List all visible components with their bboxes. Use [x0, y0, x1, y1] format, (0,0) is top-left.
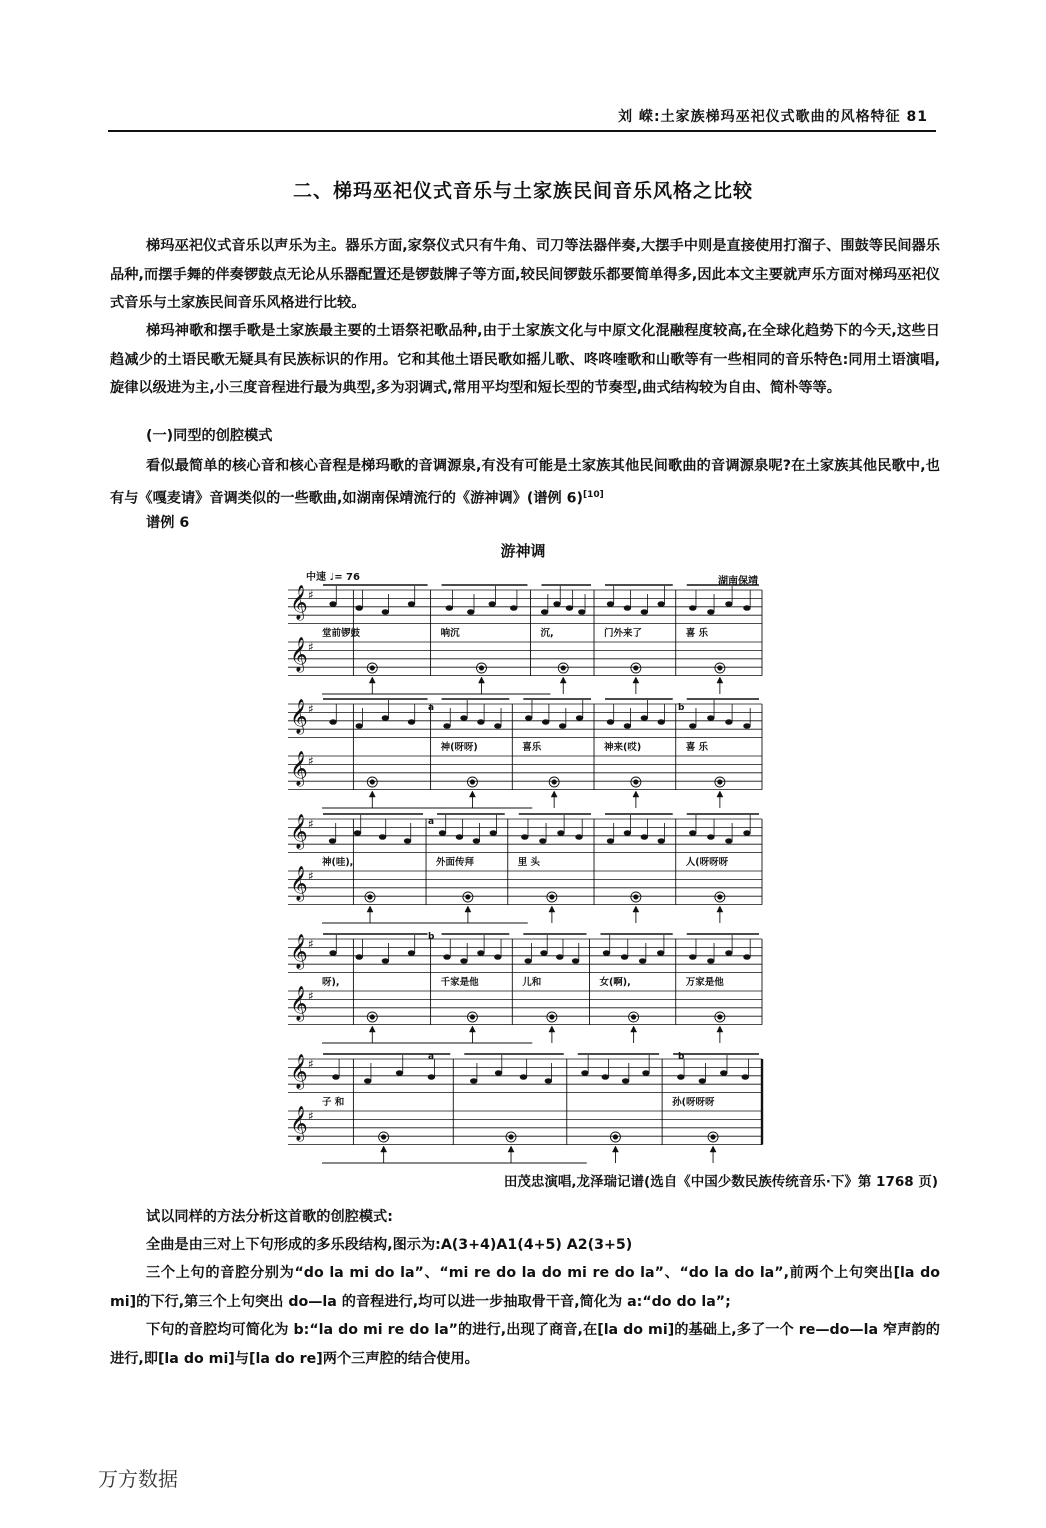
- arrow-head: [367, 906, 373, 912]
- treble-clef: 𝄞: [290, 699, 308, 734]
- arrow-head: [633, 677, 639, 683]
- note-head: [525, 959, 532, 964]
- note-head: [633, 895, 638, 900]
- treble-clef: 𝄞: [290, 751, 308, 786]
- note-head: [658, 720, 665, 725]
- note-head: [658, 839, 665, 844]
- paragraph-7: 下句的音腔均可简化为 b:“la do mi re do la”的进行,出现了商音,在[la do mi]的基础上,多了一个 re—do—la 窄声韵的进行,即[la do mi]与[la do re]两个三声腔的结合使用。: [110, 1322, 940, 1367]
- note-head: [539, 839, 546, 844]
- note-head: [356, 955, 363, 960]
- note-head: [408, 602, 415, 607]
- note-head: [707, 610, 714, 615]
- note-head: [396, 1071, 403, 1076]
- note-head: [456, 835, 463, 840]
- note-head: [461, 959, 468, 964]
- lyric-text: 万家是他: [685, 977, 724, 988]
- note-head: [404, 839, 411, 844]
- note-head: [689, 606, 696, 611]
- segment-label: a: [428, 817, 435, 827]
- citation-ref: [10]: [582, 489, 604, 500]
- lyric-text: 呀),: [322, 977, 340, 988]
- note-head: [641, 610, 648, 615]
- note-head: [330, 720, 337, 725]
- note-head: [657, 951, 664, 956]
- running-header: [108, 104, 936, 132]
- lyric-text: 外面传拜: [436, 857, 475, 868]
- key-signature-sharp: ♯: [308, 640, 314, 654]
- paragraph-2: 梯玛神歌和摆手歌是土家族最主要的土语祭祀歌品种,由于土家族文化与中原文化混融程度较高,在全球化趋势下的今天,这些日趋减少的土语民歌无疑具有民族标识的作用。它和其他土语民歌如摇儿歌、咚咚喹歌和山歌等有一些相同的音乐特色:同用土语演唱,旋律以级进为主,小三度音程进行最为典型,多为羽调式,常用平均型和短长型的节奏型,曲式结构较为自由、简朴等等。: [110, 323, 940, 396]
- arrow-head: [717, 677, 723, 683]
- note-head: [382, 716, 389, 721]
- note-head: [428, 1075, 435, 1080]
- note-head: [699, 1079, 706, 1084]
- lyric-text: 门外来了: [604, 628, 643, 639]
- note-head: [561, 666, 566, 671]
- arrow-head: [560, 677, 566, 683]
- lyric-text: 神来(哎): [604, 742, 642, 753]
- arrow-head: [465, 906, 471, 912]
- note-head: [541, 951, 548, 956]
- running-header-text: 刘 嵘:土家族梯玛巫祀仪式歌曲的风格特征 81: [618, 109, 928, 125]
- note-head: [578, 610, 585, 615]
- note-head: [607, 720, 614, 725]
- note-head: [520, 1075, 527, 1080]
- note-head: [707, 716, 714, 721]
- note-head: [356, 606, 363, 611]
- lyric-text: 人(呀呀呀: [685, 857, 729, 868]
- note-head: [576, 716, 583, 721]
- lyric-text: 千家是他: [440, 977, 479, 988]
- example-label: 谱例 6: [146, 515, 190, 531]
- note-head: [478, 951, 485, 956]
- note-head: [677, 1075, 684, 1080]
- arrow-head: [508, 1146, 514, 1152]
- paragraph-4: 试以同样的方法分析这首歌的创腔模式:: [146, 1209, 393, 1225]
- note-head: [470, 1079, 477, 1084]
- note-head: [717, 780, 722, 785]
- note-head: [329, 839, 336, 844]
- note-head: [689, 955, 696, 960]
- arrow-head: [551, 791, 557, 797]
- segment-label: a: [428, 1052, 435, 1062]
- paragraph-1: 梯玛巫祀仪式音乐以声乐为主。器乐方面,家祭仪式只有牛角、司刀等法器伴奏,大摆手中则是直接使用打溜子、围鼓等民间器乐品种,而摆手舞的伴奏锣鼓点无论从乐器配置还是锣鼓牌子等方面,较民间锣鼓乐都要简单得多,因此本文主要就声乐方面对梯玛巫祀仪式音乐与土家族民间音乐风格进行比较。: [110, 238, 940, 311]
- note-head: [556, 955, 563, 960]
- watermark: 万方数据: [98, 1467, 178, 1491]
- note-head: [582, 1071, 589, 1076]
- note-head: [559, 724, 566, 729]
- note-head: [613, 1135, 618, 1140]
- arrow-head: [717, 906, 723, 912]
- note-head: [717, 666, 722, 671]
- note-head: [473, 839, 480, 844]
- treble-clef: 𝄞: [290, 1106, 308, 1141]
- note-head: [379, 835, 386, 840]
- note-head: [602, 1075, 609, 1080]
- note-head: [726, 951, 733, 956]
- segment-label: a: [428, 703, 435, 713]
- note-head: [444, 724, 451, 729]
- arrow-head: [717, 1026, 723, 1032]
- key-signature-sharp: ♯: [308, 817, 314, 831]
- section-title: 二、梯玛巫祀仪式音乐与土家族民间音乐风格之比较: [292, 180, 753, 202]
- note-head: [370, 780, 375, 785]
- note-head: [549, 895, 554, 900]
- note-head: [466, 895, 471, 900]
- note-head: [545, 1079, 552, 1084]
- segment-label: b: [428, 932, 435, 942]
- arrow-head: [469, 791, 475, 797]
- arrow-head: [633, 906, 639, 912]
- note-head: [330, 602, 337, 607]
- lyric-text: 里 头: [517, 857, 541, 868]
- note-head: [542, 720, 549, 725]
- note-head: [470, 780, 475, 785]
- note-head: [607, 839, 614, 844]
- note-head: [607, 602, 614, 607]
- arrow-head: [612, 1146, 618, 1152]
- note-head: [742, 1075, 749, 1080]
- note-head: [633, 780, 638, 785]
- note-head: [726, 839, 733, 844]
- treble-clef: 𝄞: [290, 934, 308, 969]
- note-head: [354, 831, 361, 836]
- note-head: [479, 666, 484, 671]
- note-head: [490, 831, 497, 836]
- note-head: [624, 724, 631, 729]
- note-head: [643, 1071, 650, 1076]
- treble-clef: 𝄞: [290, 585, 308, 620]
- note-head: [368, 895, 373, 900]
- note-head: [470, 1015, 475, 1020]
- treble-clef: 𝄞: [290, 986, 308, 1021]
- subsection-heading: (一)同型的创腔模式: [146, 428, 273, 444]
- note-head: [720, 1071, 727, 1076]
- music-score: [270, 560, 770, 1165]
- note-head: [622, 1079, 629, 1084]
- note-head: [408, 720, 415, 725]
- arrow-head: [549, 1026, 555, 1032]
- note-head: [330, 951, 337, 956]
- treble-clef: 𝄞: [290, 814, 308, 849]
- arrow-head: [549, 906, 555, 912]
- note-head: [381, 1135, 386, 1140]
- key-signature-sharp: ♯: [308, 937, 314, 951]
- paragraph-3-text: 看似最简单的核心音和核心音程是梯玛歌的音调源泉,有没有可能是土家族其他民间歌曲的音调源泉呢?在土家族其他民歌中,也有与《嘎麦请》音调类似的一些歌曲,如湖南保靖流行的《游神调》(谱例 6): [110, 458, 940, 507]
- treble-clef: 𝄞: [290, 866, 308, 901]
- lyric-text: 神(哇),: [322, 857, 354, 868]
- note-head: [633, 666, 638, 671]
- treble-clef: 𝄞: [290, 1054, 308, 1089]
- lyric-text: 子 和: [322, 1097, 345, 1108]
- note-head: [382, 610, 389, 615]
- note-head: [744, 724, 751, 729]
- arrow-head: [633, 791, 639, 797]
- key-signature-sharp: ♯: [308, 702, 314, 716]
- paragraph-5: 全曲是由三对上下句形成的多乐段结构,图示为:A(3+4)A1(4+5) A2(3+5): [146, 1237, 633, 1253]
- arrow-head: [381, 1146, 387, 1152]
- note-head: [744, 955, 751, 960]
- note-head: [439, 831, 446, 836]
- note-head: [624, 606, 631, 611]
- note-head: [566, 606, 573, 611]
- arrow-head: [369, 677, 375, 683]
- note-head: [641, 716, 648, 721]
- arrow-head: [710, 1146, 716, 1152]
- note-head: [689, 831, 696, 836]
- note-head: [525, 716, 532, 721]
- key-signature-sharp: ♯: [308, 754, 314, 768]
- note-head: [510, 606, 517, 611]
- arrow-head: [369, 1026, 375, 1032]
- segment-label: b: [678, 1052, 685, 1062]
- lyric-text: 喜乐: [522, 742, 542, 753]
- key-signature-sharp: ♯: [308, 869, 314, 883]
- note-head: [707, 835, 714, 840]
- note-head: [509, 1135, 514, 1140]
- note-head: [364, 1079, 371, 1084]
- note-head: [639, 959, 646, 964]
- note-head: [624, 831, 631, 836]
- note-head: [603, 951, 610, 956]
- lyric-text: 喜 乐: [685, 628, 709, 639]
- note-head: [489, 602, 496, 607]
- note-head: [658, 602, 665, 607]
- key-signature-sharp: ♯: [308, 989, 314, 1003]
- note-head: [717, 1015, 722, 1020]
- score-caption: 田茂忠演唱,龙泽瑞记谱(选自《中国少数民族传统音乐·下》第 1768 页): [503, 1174, 938, 1190]
- note-head: [726, 720, 733, 725]
- lyric-text: 沉,: [540, 628, 554, 639]
- note-head: [408, 951, 415, 956]
- key-signature-sharp: ♯: [308, 588, 314, 602]
- note-head: [461, 716, 468, 721]
- arrow-head: [469, 1026, 475, 1032]
- lyric-text: 喜 乐: [685, 742, 709, 753]
- note-head: [558, 831, 565, 836]
- lyric-text: 儿和: [522, 977, 542, 988]
- note-head: [744, 831, 751, 836]
- paragraph-6: 三个上句的音腔分别为“do la mi do la”、“mi re do la do mi re do la”、“do la do la”,前两个上句突出[la do mi]的下行,第三个上句突出 do—la 的音程进行,均可以进一步抽取骨干音,简化为 a:“do do la”;: [110, 1265, 940, 1310]
- note-head: [572, 959, 579, 964]
- treble-clef: 𝄞: [290, 637, 308, 672]
- note-head: [370, 666, 375, 671]
- note-head: [689, 724, 696, 729]
- key-signature-sharp: ♯: [308, 1109, 314, 1123]
- segment-label: b: [678, 703, 685, 713]
- note-head: [444, 955, 451, 960]
- note-head: [446, 606, 453, 611]
- note-head: [554, 602, 561, 607]
- note-head: [717, 895, 722, 900]
- lyric-text: 响沉: [440, 628, 460, 639]
- tempo-marking: 中速 ♩= 76: [306, 572, 360, 583]
- note-head: [494, 724, 501, 729]
- note-head: [521, 835, 528, 840]
- paragraph-3: [110, 452, 940, 513]
- note-head: [382, 959, 389, 964]
- note-head: [621, 955, 628, 960]
- note-head: [631, 1015, 636, 1020]
- note-head: [641, 835, 648, 840]
- lyric-text: 孙(呀呀呀: [672, 1097, 715, 1108]
- note-head: [494, 955, 501, 960]
- note-head: [333, 1075, 340, 1080]
- arrow-head: [717, 791, 723, 797]
- arrow-head: [369, 791, 375, 797]
- note-head: [541, 610, 548, 615]
- lyric-text: 堂前锣鼓: [322, 628, 361, 639]
- note-head: [552, 780, 557, 785]
- note-head: [707, 959, 714, 964]
- note-head: [356, 724, 363, 729]
- note-head: [711, 1135, 716, 1140]
- note-head: [576, 835, 583, 840]
- arrow-head: [631, 1026, 637, 1032]
- note-head: [478, 720, 485, 725]
- note-head: [370, 1015, 375, 1020]
- note-head: [549, 1015, 554, 1020]
- note-head: [744, 606, 751, 611]
- lyric-text: 神(呀呀): [440, 742, 478, 753]
- lyric-text: 女(啊),: [599, 977, 631, 988]
- note-head: [726, 602, 733, 607]
- key-signature-sharp: ♯: [308, 1057, 314, 1071]
- arrow-head: [479, 677, 485, 683]
- note-head: [467, 610, 474, 615]
- note-head: [495, 1071, 502, 1076]
- origin-label: 湖南保靖: [718, 576, 758, 587]
- score-title: 游神调: [500, 542, 546, 560]
